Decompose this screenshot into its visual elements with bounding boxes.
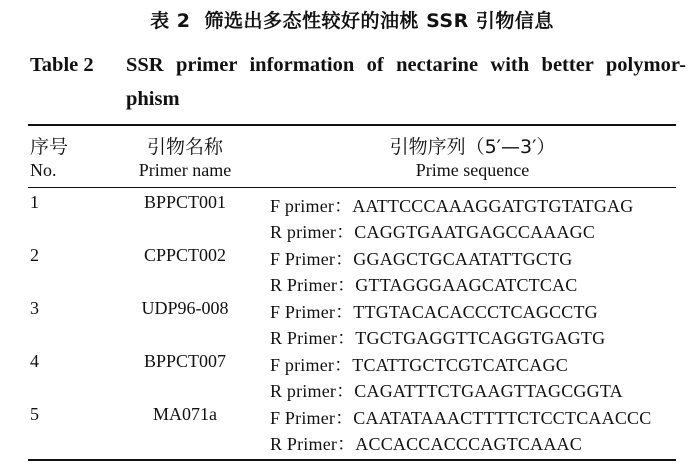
header-name-cn: 引物名称 bbox=[146, 136, 223, 158]
table-header-rule bbox=[28, 187, 676, 188]
table-row bbox=[0, 404, 700, 456]
table-bottom-rule bbox=[28, 459, 676, 461]
reverse-primer: R primer：CAGGTGAATGAGCCAAAGC bbox=[270, 222, 596, 242]
chinese-table-number: 表 2 bbox=[150, 10, 191, 32]
row-number: 3 bbox=[30, 298, 39, 318]
chinese-caption-text: 筛选出多态性较好的油桃 SSR 引物信息 bbox=[204, 10, 554, 32]
row-number: 1 bbox=[30, 192, 39, 212]
english-table-number: Table 2 bbox=[30, 54, 94, 76]
primer-name: CPPCT002 bbox=[143, 245, 227, 265]
forward-primer: F Primer：TTGTACACACCCTCAGCCTG bbox=[270, 302, 598, 322]
primer-name: BPPCT007 bbox=[143, 351, 227, 371]
chinese-table-caption bbox=[0, 6, 700, 33]
table-row bbox=[0, 192, 700, 244]
header-seq-en: Prime sequence bbox=[415, 160, 530, 180]
forward-primer: F Primer：CAATATAAACTTTTCTCCTCAACCC bbox=[270, 408, 652, 428]
header-no-cn: 序号 bbox=[30, 136, 69, 158]
forward-primer: F Primer：GGAGCTGCAATATTGCTG bbox=[270, 249, 573, 269]
reverse-primer: R Primer：TGCTGAGGTTCAGGTGAGTG bbox=[270, 328, 606, 348]
table-top-rule bbox=[28, 124, 676, 126]
reverse-primer: R primer：CAGATTTCTGAAGTTAGCGGTA bbox=[270, 381, 623, 401]
reverse-primer: R Primer：GTTAGGGAAGCATCTCAC bbox=[270, 275, 578, 295]
row-number: 2 bbox=[30, 245, 39, 265]
reverse-primer: R Primer：ACCACCACCCAGTCAAAC bbox=[270, 434, 582, 454]
english-caption-line-1: SSR primer information of nectarine with better polymor- bbox=[126, 54, 686, 76]
forward-primer: F primer：AATTCCCAAAGGATGTGTATGAG bbox=[270, 196, 634, 216]
table-row bbox=[0, 298, 700, 350]
row-number: 4 bbox=[30, 351, 39, 371]
table-row bbox=[0, 351, 700, 403]
primer-name: MA071a bbox=[153, 404, 217, 424]
primer-name: BPPCT001 bbox=[143, 192, 227, 212]
header-name-en: Primer name bbox=[138, 160, 232, 180]
english-caption-line-2: phism bbox=[126, 88, 180, 110]
header-seq-cn: 引物序列（5′—3′） bbox=[389, 136, 556, 158]
row-number: 5 bbox=[30, 404, 39, 424]
table-row bbox=[0, 245, 700, 297]
primer-name: UDP96-008 bbox=[141, 298, 229, 318]
header-no-en: No. bbox=[30, 160, 57, 180]
forward-primer: F primer：TCATTGCTCGTCATCAGC bbox=[270, 355, 568, 375]
